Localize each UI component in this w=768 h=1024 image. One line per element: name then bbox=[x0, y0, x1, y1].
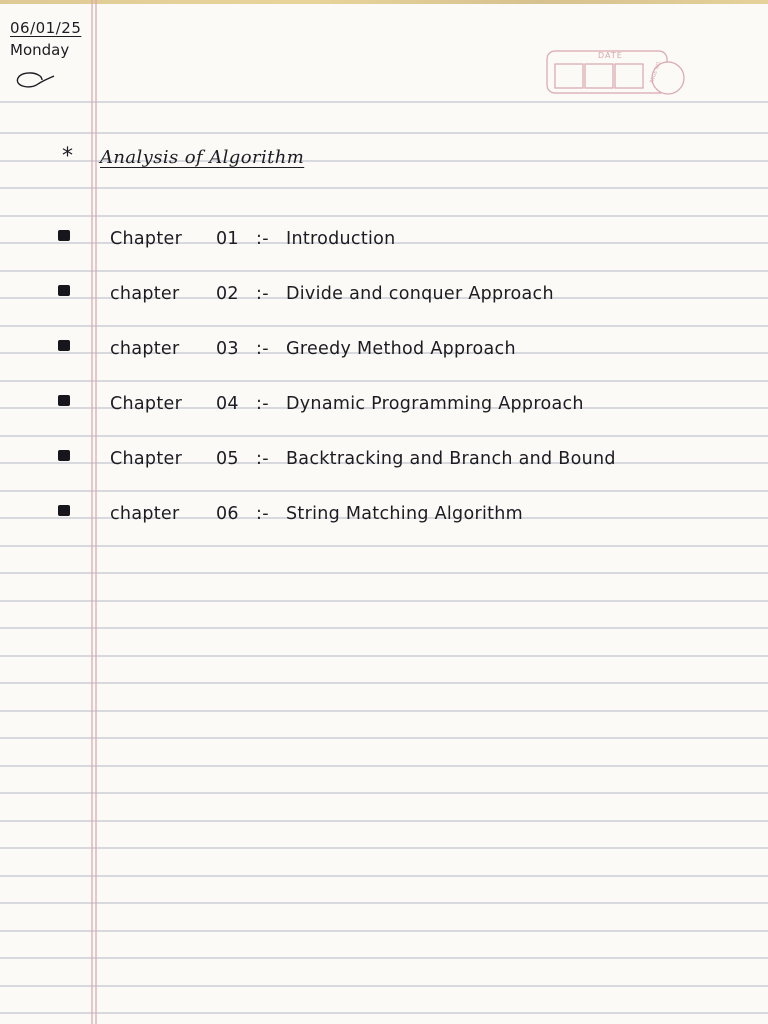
title-row bbox=[62, 140, 304, 170]
chapter-word: chapter bbox=[110, 339, 180, 359]
chapter-item-04 bbox=[58, 387, 758, 417]
square-bullet-icon bbox=[58, 450, 70, 461]
chapter-number: 03 bbox=[216, 339, 239, 359]
chapter-name: Backtracking and Branch and Bound bbox=[286, 449, 616, 469]
chapter-separator: :- bbox=[256, 449, 269, 469]
chapter-item-05 bbox=[58, 442, 758, 472]
chapter-separator: :- bbox=[256, 229, 269, 249]
chapter-number: 02 bbox=[216, 284, 239, 304]
flourish-doodle bbox=[12, 68, 56, 92]
day-text: Monday bbox=[10, 41, 70, 59]
chapter-word: chapter bbox=[110, 504, 180, 524]
printed-date-box bbox=[546, 50, 686, 96]
date-header bbox=[10, 18, 120, 60]
chapter-separator: :- bbox=[256, 284, 269, 304]
chapter-line bbox=[110, 393, 584, 415]
square-bullet-icon bbox=[58, 505, 70, 516]
chapter-separator: :- bbox=[256, 339, 269, 359]
chapter-item-01 bbox=[58, 222, 758, 252]
chapter-line bbox=[110, 338, 516, 360]
chapter-word: Chapter bbox=[110, 394, 183, 414]
chapter-name: String Matching Algorithm bbox=[286, 504, 524, 524]
square-bullet-icon bbox=[58, 230, 70, 241]
chapter-number: 01 bbox=[216, 229, 239, 249]
chapter-number: 04 bbox=[216, 394, 239, 414]
chapter-word: Chapter bbox=[110, 229, 183, 249]
square-bullet-icon bbox=[58, 340, 70, 351]
page-title: Analysis of Algorithm bbox=[100, 147, 305, 168]
chapter-separator: :- bbox=[256, 504, 269, 524]
chapter-item-02 bbox=[58, 277, 758, 307]
chapter-item-03 bbox=[58, 332, 758, 362]
date-box-label: DATE bbox=[598, 51, 623, 60]
square-bullet-icon bbox=[58, 395, 70, 406]
chapter-line bbox=[110, 503, 523, 525]
chapter-word: Chapter bbox=[110, 449, 183, 469]
chapter-separator: :- bbox=[256, 394, 269, 414]
chapter-number: 05 bbox=[216, 449, 239, 469]
chapter-number: 06 bbox=[216, 504, 239, 524]
square-bullet-icon bbox=[58, 285, 70, 296]
chapter-line bbox=[110, 448, 616, 470]
asterisk-marker: * bbox=[62, 144, 73, 169]
chapter-name: Dynamic Programming Approach bbox=[286, 394, 584, 414]
page-no-label: PAGE NO. bbox=[648, 59, 663, 85]
chapter-line bbox=[110, 228, 396, 250]
chapter-name: Introduction bbox=[286, 229, 396, 249]
chapter-line bbox=[110, 283, 554, 305]
chapter-name: Greedy Method Approach bbox=[286, 339, 516, 359]
date-text: 06/01/25 bbox=[10, 19, 82, 37]
chapter-name: Divide and conquer Approach bbox=[286, 284, 554, 304]
chapter-item-06 bbox=[58, 497, 758, 527]
chapter-word: chapter bbox=[110, 284, 180, 304]
